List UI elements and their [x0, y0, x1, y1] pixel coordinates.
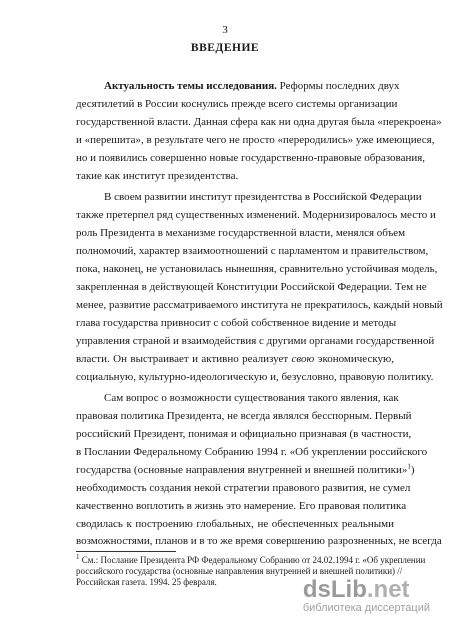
- paragraph-2-line-7: менее, развитие рассматриваемого института не прекратилось, каждый новый: [76, 299, 443, 311]
- watermark-logo-tld: .net: [366, 576, 410, 603]
- footnote-marker: 1: [76, 553, 80, 561]
- paragraph-3-line-5: [76, 462, 415, 477]
- footnote-line-1-text: См.: Послание Президента РФ Федеральному Собранию от 24.02.1994 г. «Об укреплении: [79, 555, 426, 565]
- paragraph-2-line-11: социальную, культурно-идеологическую и, безусловно, правовую политику.: [76, 371, 434, 383]
- paragraph-2-line-2: также претерпел ряд существенных изменений. Модернизировалось место и: [76, 209, 436, 221]
- footnote-reference: 1: [407, 462, 411, 471]
- paragraph-1-line-2: десятилетий в России коснулись прежде всего системы организации: [76, 98, 398, 110]
- paragraph-2-line-1: В своем развитии институт президентства в Российской Федерации: [104, 191, 422, 203]
- paragraph-3-line-5-text: государства (основные направления внутренней и внешней политики»: [76, 464, 408, 476]
- paragraph-1-line-6: такие как институт президентства.: [76, 170, 239, 182]
- paragraph-3-line-8: сводилась к построению глобальных, не обеспеченных реальными: [76, 518, 394, 530]
- paragraph-3-line-6: необходимость создания некой стратегии правового развития, не сумел: [76, 482, 411, 494]
- paragraph-2-line-5: пока, наконец, не установилась нынешняя, сравнительно устойчивая модель,: [76, 263, 438, 275]
- paragraph-2-line-3: роль Президента в механизме государственной власти, менялся объем: [76, 227, 406, 239]
- watermark-logo: [303, 578, 430, 602]
- paragraph-3-line-7: качественно воплотить в жизнь это намерение. Его правовая политика: [76, 500, 407, 512]
- paragraph-1-line-1-rest: Реформы последних двух: [276, 80, 400, 92]
- paragraph-1-line-1: [104, 80, 400, 93]
- paragraph-1-line-3: государственной власти. Данная сфера как ни одна другая была «перекроена»: [76, 116, 442, 128]
- paragraph-3-line-3: российский Президент, понимая и официально признавая (в частности,: [76, 428, 412, 440]
- page-number: 3: [222, 24, 228, 36]
- paragraph-1-line-5: но и появились совершенно новые государственно-правовые образования,: [76, 152, 426, 164]
- paragraph-1-line-4: и «перешита», в результате чего не просто «переродились» уже имеющиеся,: [76, 134, 435, 146]
- page-heading: ВВЕДЕНИЕ: [190, 42, 260, 54]
- paragraph-3-line-5-tail: ): [410, 464, 415, 476]
- footnote-line-2: российского государства (основные направления внутренней и внешней политики) //: [76, 566, 403, 576]
- paragraph-2-line-10-before: власти. Он выстраивает и активно реализует: [76, 353, 292, 365]
- paragraph-2-line-10: [76, 353, 394, 366]
- paragraph-3-line-4: в Послании Федеральному Собранию 1994 г. «Об укреплении российского: [76, 446, 428, 458]
- lead-phrase: Актуальность темы исследования.: [104, 80, 277, 92]
- watermark-logo-main: dsLib: [302, 576, 367, 603]
- footnote-line-3: Российская газета. 1994. 25 февраля.: [76, 577, 217, 587]
- paragraph-3-line-9: возможностями, планов и в то же время совершению разрозненных, не всегда: [76, 535, 442, 547]
- italic-word: свою: [291, 353, 315, 365]
- footnote-line-1: [76, 553, 426, 566]
- paragraph-3-line-2: правовая политика Президента, не всегда являлся бесспорным. Первый: [76, 410, 412, 422]
- paragraph-2-line-8: глава государства привносит с собой собственное видение и методы: [76, 317, 397, 329]
- paragraph-2-line-6: закрепленная в действующей Конституции Российской Федерации. Тем не: [76, 281, 427, 293]
- paragraph-2-line-9: управления страной и взаимодействия с другими органами государственной: [76, 335, 435, 347]
- watermark-caption: библиотека диссертаций: [302, 602, 430, 614]
- paragraph-3-line-1: Сам вопрос о возможности существования такого явления, как: [104, 392, 399, 404]
- watermark: [303, 578, 430, 615]
- paragraph-2-line-4: полномочий, характер взаимоотношений с парламентом и правительством,: [76, 245, 429, 257]
- footnote-divider: [76, 551, 176, 552]
- paragraph-2-line-10-after: экономическую,: [314, 353, 394, 365]
